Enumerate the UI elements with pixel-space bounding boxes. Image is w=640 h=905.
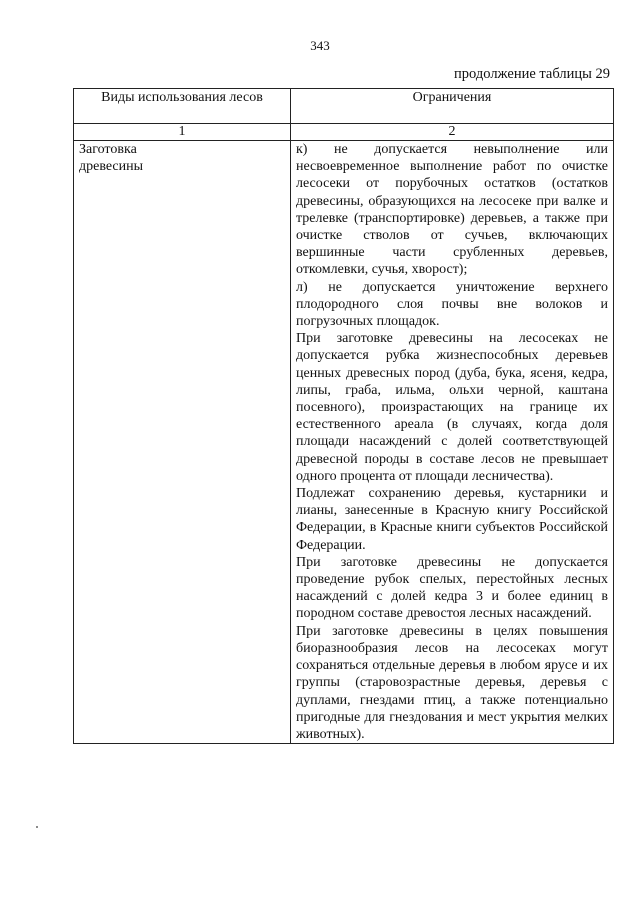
restriction-cedar: При заготовке древесины не допускается проведение рубок спелых, перестойных лесных насаждений с долей кедра 3 и более единиц в породном составе древостоя лесных насаждений. (296, 554, 608, 622)
column-number-2: 2 (291, 124, 614, 141)
restrictions-table (73, 88, 614, 744)
table-row (74, 141, 614, 744)
header-forest-use: Виды использования лесов (74, 89, 291, 124)
scan-speck (36, 826, 38, 828)
restriction-biodiversity: При заготовке древесины в целях повышения биоразнообразия лесов на лесосеках могут сохраняться отдельные деревья в любом ярусе и их группы (старовозрастные деревья, деревья с дуплами, гнездами птиц, а также потенциально пригодные для гнездования и мест укрытия мелких животных). (296, 623, 608, 742)
restriction-item-k: к) не допускается невыполнение или несвоевременное выполнение работ по очистке лесосеки от порубочных остатков (остатков древесины, образующихся на лесосеке при валке и трелевке (транспортировке) деревьев, а также при очистке стволов от сучьев, включающих вершинные части срубленных деревьев, откомлевки, сучья, хворост); (296, 142, 608, 278)
column-number-1: 1 (74, 124, 291, 141)
restriction-valuable-species: При заготовке древесины на лесосеках не допускается рубка жизнеспособных деревьев ценных древесных пород (дуба, бука, ясеня, кедра, липы, граба, ильма, ольхи черной, каштана посевного), произрастающих на границе их естественного ареала (в случаях, когда доля площади насаждений с долей соответствующей древесной породы в составе лесов не превышает одного процента от площади лесничества). (296, 331, 608, 484)
forest-use-text: Заготовка древесины (79, 142, 144, 175)
table-header-row (74, 89, 614, 124)
restriction-red-book: Подлежат сохранению деревья, кустарники и лианы, занесенные в Красную книгу Российской Федерации, в Красные книги субъектов Российской Федерации. (296, 486, 608, 553)
restriction-item-l: л) не допускается уничтожение верхнего плодородного слоя почвы вне волоков и погрузочных площадок. (296, 279, 608, 330)
page-number: 343 (310, 38, 330, 53)
header-restrictions: Ограничения (291, 89, 614, 124)
table-continuation-label: продолжение таблицы 29 (454, 66, 610, 82)
forest-use-cell (74, 141, 291, 744)
column-number-row (74, 124, 614, 141)
restrictions-cell (291, 141, 614, 744)
